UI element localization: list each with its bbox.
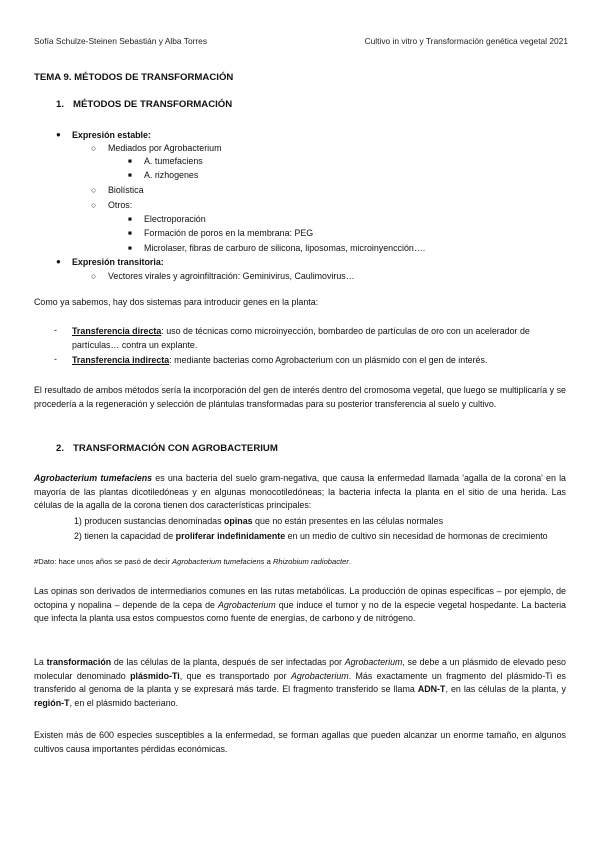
bullet-filled-circle-icon: ●	[56, 257, 61, 266]
bullet-hollow-circle-icon: ○	[91, 200, 97, 210]
result-paragraph: El resultado de ambos métodos sería la incorporación del gen de interés dentro del cromosoma vegetal, que luego se multiplicaría y se procedería a la regeneración y selección de plántulas transformadas para su posterior transferencia al suelo y cultivo.	[34, 385, 566, 409]
section2-heading	[56, 443, 278, 454]
dash-icon: -	[54, 325, 57, 335]
list-item-transient	[58, 256, 164, 268]
list-item-electroporacion: ■ Electroporación	[128, 214, 206, 224]
data-note: #Dato: hace unos años se pasó de decir Agrobacterium tumefaciens a Rhizobium radiobacter.	[34, 557, 352, 566]
direct-transfer-term: Transferencia directa	[72, 326, 162, 336]
species-name: Agrobacterium tumefaciens	[34, 473, 153, 483]
intro-paragraph: Como ya sabemos, hay dos sistemas para introducir genes en la planta:	[34, 297, 319, 307]
section2-number: 2.	[56, 443, 65, 454]
list-item-viral: ○ Vectores virales y agroinfiltración: Geminivirus, Caulimovirus…	[91, 271, 355, 281]
bullet-square-icon: ■	[128, 245, 132, 252]
section1-title: MÉTODOS DE TRANSFORMACIÓN	[73, 99, 233, 110]
section2-title: TRANSFORMACIÓN CON AGROBACTERIUM	[73, 443, 278, 454]
list-item-agro: ○ Mediados por Agrobacterium	[91, 143, 222, 153]
header-authors: Sofía Schulze-Steinen Sebastián y Alba Torres	[34, 36, 208, 46]
list-item-tumefaciens: ■ A. tumefaciens	[128, 156, 203, 166]
indirect-transfer-term: Transferencia indirecta	[72, 355, 170, 365]
characteristic-2: 2) tienen la capacidad de proliferar indefinidamente en un medio de cultivo sin necesidad de hormonas de crecimiento	[74, 531, 548, 541]
bullet-filled-circle-icon: ●	[56, 130, 61, 139]
list-item-otros: ○ Otros:	[91, 200, 133, 210]
bullet-square-icon: ■	[128, 172, 132, 179]
section1-number: 1.	[56, 99, 65, 110]
dash-icon: -	[54, 354, 57, 364]
header-course: Cultivo in vitro y Transformación genética vegetal 2021	[364, 36, 568, 46]
species-paragraph: Existen más de 600 especies susceptibles a la enfermedad, se forman agallas que pueden alcanzar un enorme tamaño, en algunos cultivos causa importantes pérdidas económicas.	[34, 730, 566, 754]
list-item-stable	[58, 129, 151, 141]
list-item-peg: ■ Formación de poros en la membrana: PEG	[128, 228, 314, 238]
direct-transfer-item: Transferencia directa: uso de técnicas como microinyección, bombardeo de partículas de oro con un acelerador de partículas… contra un explante.	[72, 326, 530, 350]
transient-label: Expresión transitoria:	[72, 257, 164, 267]
transformation-paragraph: La transformación de las células de la planta, después de ser infectadas por Agrobacterium, se debe a un plásmido de elevado peso molecular denominado plásmido-Ti, que es transportado por Agrobacterium. Más exactamente un fragmento del plásmido-Ti es transferido al genoma de la planta y se expresará más tarde. El fragmento transferido se llama ADN-T, en las células de la planta, y región-T, en el plásmido bacteriano.	[34, 657, 566, 708]
bullet-hollow-circle-icon: ○	[91, 185, 97, 195]
list-item-rizhogenes: ■ A. rizhogenes	[128, 170, 199, 180]
bullet-square-icon: ■	[128, 230, 132, 237]
topic-title: TEMA 9. MÉTODOS DE TRANSFORMACIÓN	[34, 72, 234, 83]
opinas-paragraph: Las opinas son derivados de intermediarios comunes en las rutas metabólicas. La producción de opinas específicas – por ejemplo, de octopina y nopalina – depende de la cepa de Agrobacterium que induce el tumor y no de la especie vegetal hospedante. La bacteria que infecta la planta usa estos compuestos como fuente de energías, de carbono y de nitrógeno.	[34, 586, 566, 624]
list-item-biolistica: ○ Biolística	[91, 185, 144, 195]
indirect-transfer-item: Transferencia indirecta: mediante bacterias como Agrobacterium con un plásmido con el gen de interés.	[72, 355, 488, 365]
stable-label: Expresión estable:	[72, 130, 151, 140]
bullet-hollow-circle-icon: ○	[91, 271, 97, 281]
characteristic-1: 1) producen sustancias denominadas opinas que no están presentes en las células normales	[74, 516, 444, 526]
list-item-microlaser: ■ Microlaser, fibras de carburo de silicona, liposomas, microinyencción….	[128, 243, 426, 253]
agrobacterium-paragraph: Agrobacterium tumefaciens es una bacteria del suelo gram-negativa, que causa la enfermedad llamada 'agalla de la corona' en la mayoría de las plantas dicotiledóneas y en algunas monocotiledóneas; la bacteria infecta la planta en el sitio de una herida. Las células de la agalla de la corona tienen dos características principales:	[34, 473, 566, 511]
section1-heading	[56, 99, 232, 110]
bullet-hollow-circle-icon: ○	[91, 143, 97, 153]
bullet-square-icon: ■	[128, 158, 132, 165]
bullet-square-icon: ■	[128, 216, 132, 223]
